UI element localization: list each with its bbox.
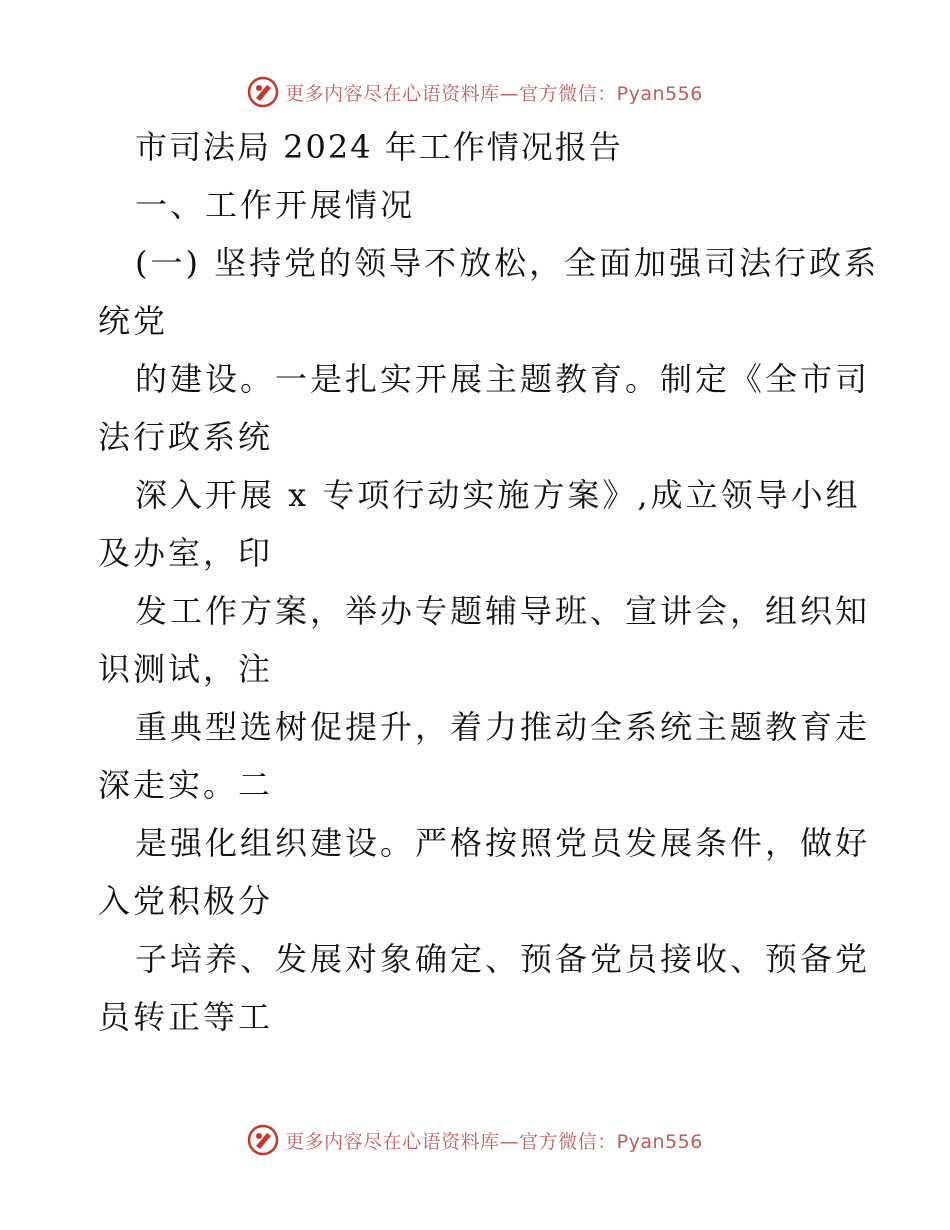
paragraph-line: 子培养、发展对象确定、预备党员接收、预备党 — [135, 940, 871, 978]
paragraph-line: 重典型选树促提升，着力推动全系统主题教育走 — [135, 708, 871, 746]
document-title: 市司法局 2024 年工作情况报告 — [135, 128, 623, 166]
logo-icon — [247, 1124, 279, 1156]
watermark-banner-top — [0, 72, 950, 112]
paragraph-line: 统党 — [98, 302, 169, 340]
paragraph-line: (一) 坚持党的领导不放松，全面加强司法行政系 — [135, 244, 880, 282]
watermark-banner-bottom — [0, 1120, 950, 1160]
watermark-text: 更多内容尽在心语资料库—官方微信：Pyan556 — [285, 1130, 703, 1153]
paragraph-line: 发工作方案，举办专题辅导班、宣讲会，组织知 — [135, 592, 871, 630]
paragraph-line: 及办室，印 — [98, 534, 274, 572]
paragraph-line: 深入开展 x 专项行动实施方案》,成立领导小组 — [135, 476, 861, 514]
paragraph-line: 识测试，注 — [98, 650, 274, 688]
logo-icon — [247, 76, 279, 108]
paragraph-line: 深走实。二 — [98, 766, 274, 804]
paragraph-line: 是强化组织建设。严格按照党员发展条件，做好 — [135, 824, 871, 862]
paragraph-line: 入党积极分 — [98, 882, 274, 920]
watermark-text: 更多内容尽在心语资料库—官方微信：Pyan556 — [285, 82, 703, 105]
section-heading: 一、工作开展情况 — [135, 186, 416, 224]
paragraph-line: 员转正等工 — [98, 998, 274, 1036]
paragraph-line: 法行政系统 — [98, 418, 274, 456]
paragraph-line: 的建设。一是扎实开展主题教育。制定《全市司 — [135, 360, 871, 398]
